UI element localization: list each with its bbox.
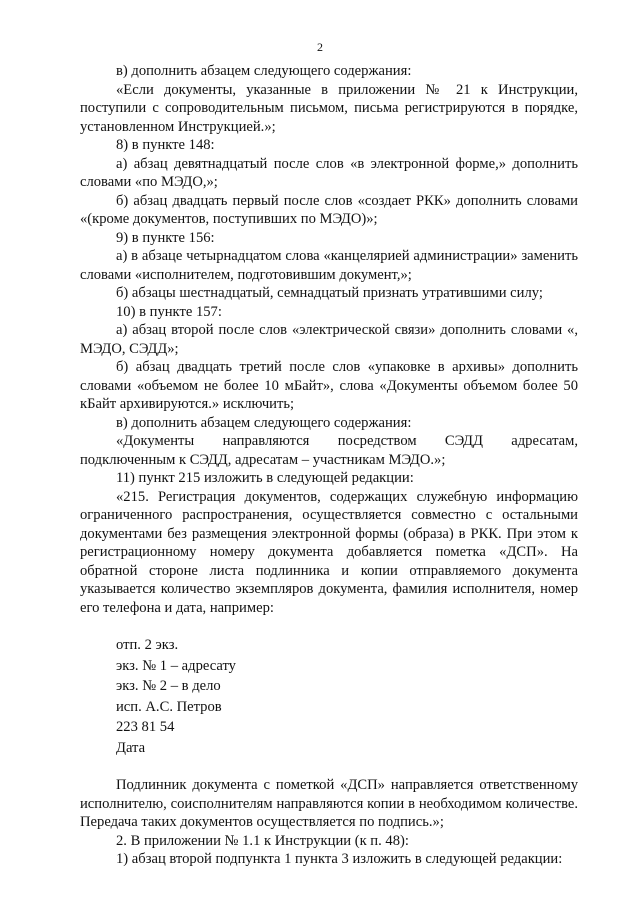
example-line: исп. А.С. Петров [116,698,222,715]
spacer [80,617,578,635]
paragraph: 8) в пункте 148: [116,137,215,153]
paragraph: «Документы направляются посредством СЭДД адресатам, подключенным к СЭДД, адресатам – участникам МЭДО.»; [80,433,578,468]
paragraph: а) абзац девятнадцатый после слов «в электронной форме,» дополнить словами «по МЭДО,»; [80,155,578,190]
paragraph: 11) пункт 215 изложить в следующей редакции: [116,470,414,486]
example-line: Дата [116,739,146,756]
paragraph: 1) абзац второй подпункта 1 пункта 3 изложить в следующей редакции: [116,851,563,867]
paragraph: б) абзац двадцать третий после слов «упаковке в архивы» дополнить словами «объемом не более 10 мБайт», слова «Документы объемом более 50 кБайт архивируются.» исключить; [80,359,578,412]
example-block [80,635,578,758]
example-line: экз. № 1 – адресату [116,657,236,674]
example-line: отп. 2 экз. [116,637,179,653]
paragraph: б) абзацы шестнадцатый, семнадцатый признать утратившими силу; [116,285,543,301]
page-number: 2 [317,40,323,54]
paragraph: а) в абзаце четырнадцатом слова «канцелярией администрации» заменить словами «исполнителем, подготовившим документ,»; [80,248,578,283]
spacer [80,758,578,776]
paragraph: 2. В приложении № 1.1 к Инструкции (к п. 48): [116,832,409,849]
paragraph: а) абзац второй после слов «электрической связи» дополнить словами «, МЭДО, СЭДД»; [80,322,578,357]
paragraph: в) дополнить абзацем следующего содержания: [116,414,412,431]
example-line: экз. № 2 – в дело [116,678,221,694]
paragraph: «215. Регистрация документов, содержащих служебную информацию ограниченного распространения, осуществляется совместно с остальными документами без размещения электронной формы (образа) в РКК. При этом к регистрационному номеру документа добавляется пометка «ДСП». На обратной стороне листа подлинника и копии отправляемого документа указывается количество экземпляров документа, фамилия исполнителя, номер его телефона и дата, например: [80,488,578,616]
paragraph: б) абзац двадцать первый после слов «создает РКК» дополнить словами «(кроме документов, поступивших по МЭДО)»; [80,192,578,227]
paragraph: в) дополнить абзацем следующего содержания: [116,63,412,79]
paragraph: «Если документы, указанные в приложении № 21 к Инструкции, поступили с сопроводительным письмом, письма регистрируются в порядке, установленном Инструкцией.»; [80,81,578,135]
paragraph: 10) в пункте 157: [116,303,222,320]
paragraph: 9) в пункте 156: [116,229,215,246]
paragraph: Подлинник документа с пометкой «ДСП» направляется ответственному исполнителю, соисполнителям направляются копии в необходимом количестве. Передача таких документов осуществляется по подпись.»; [80,777,578,830]
example-line: 223 81 54 [116,719,175,735]
document-body [80,62,578,869]
